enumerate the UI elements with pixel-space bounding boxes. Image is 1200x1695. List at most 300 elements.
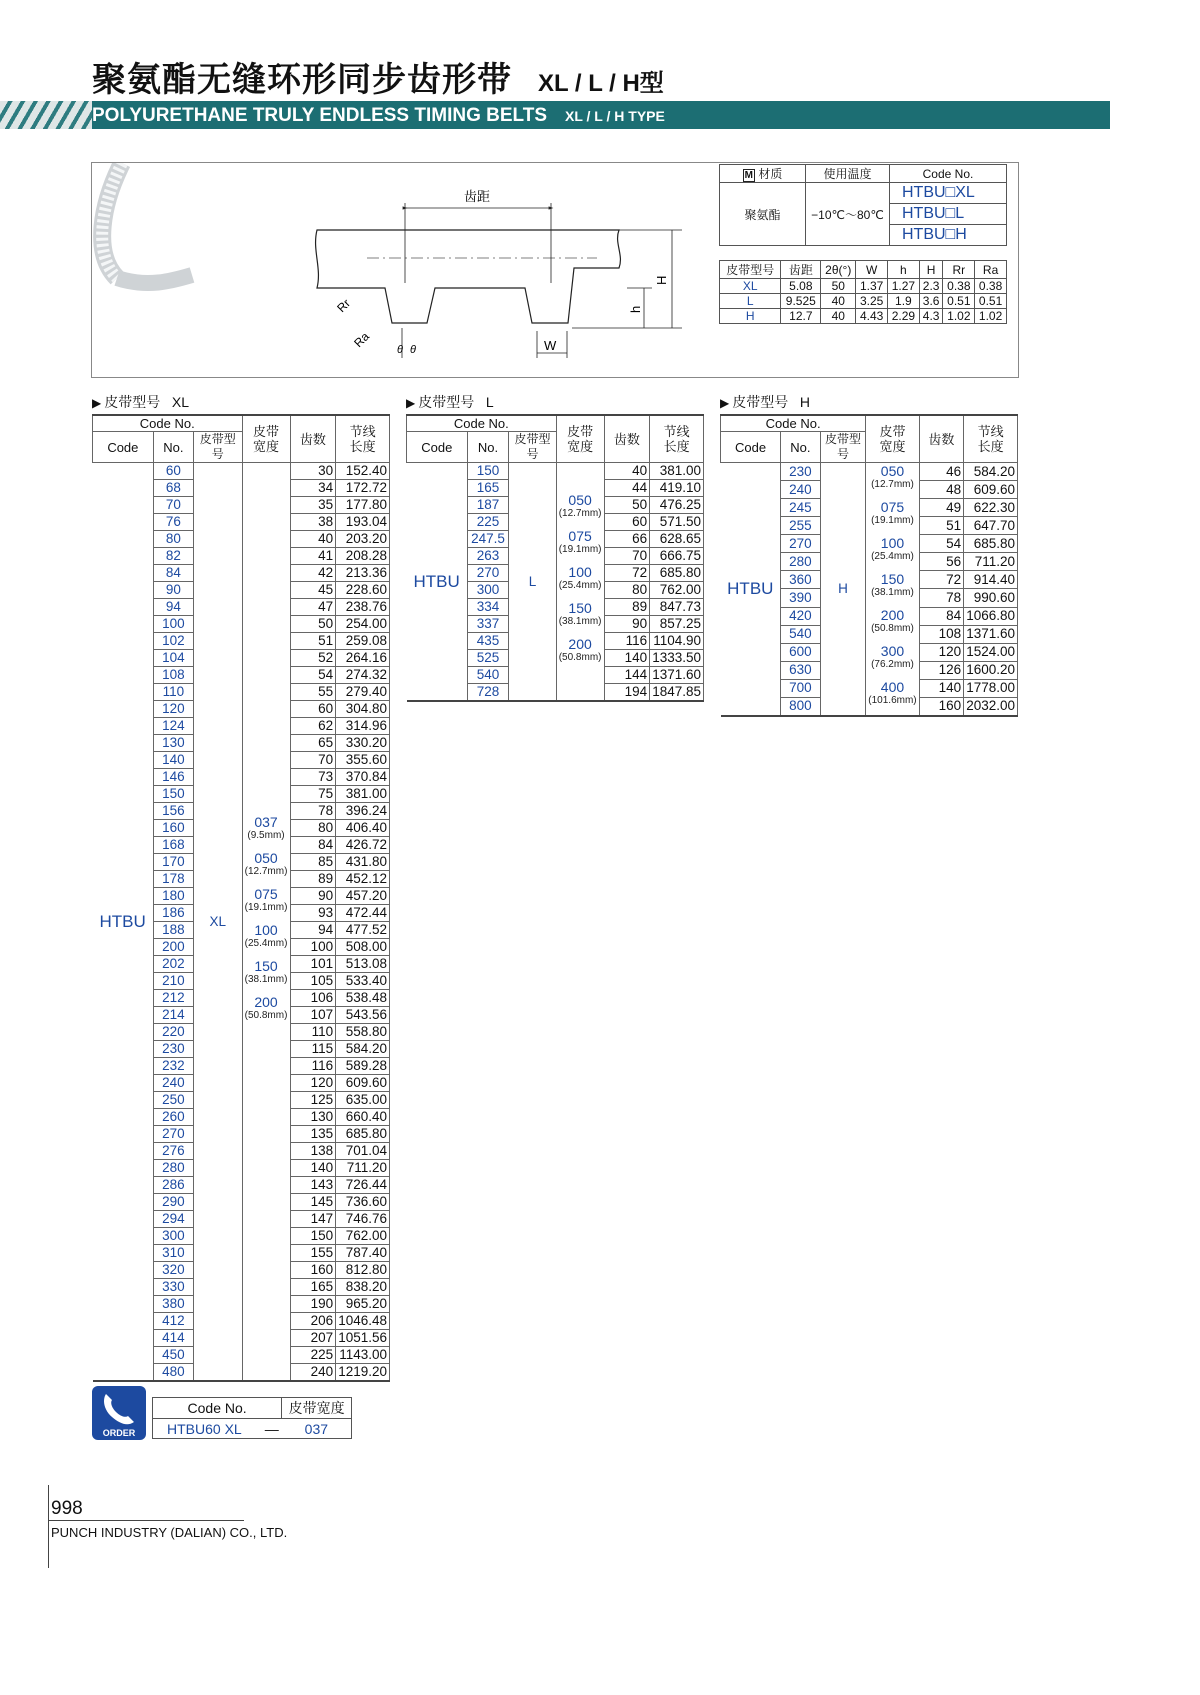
length-cell: 558.80: [336, 1024, 390, 1041]
dim-header-0: 皮带型号: [720, 261, 781, 279]
length-cell: 1600.20: [964, 661, 1018, 679]
dim-cell: 1.37: [856, 279, 888, 294]
width-mm: (50.8mm): [558, 651, 602, 663]
teeth-cell: 93: [290, 905, 336, 922]
length-cell: 396.24: [336, 803, 390, 820]
dim-cell: 9.525: [781, 294, 821, 309]
length-cell: 381.00: [336, 786, 390, 803]
no-cell: 68: [153, 480, 193, 497]
teeth-cell: 160: [290, 1262, 336, 1279]
teeth-cell: 135: [290, 1126, 336, 1143]
width-value: 075: [568, 527, 592, 544]
teeth-cell: 48: [919, 481, 964, 499]
temp-header: 使用温度: [806, 165, 890, 183]
length-cell: 208.28: [336, 548, 390, 565]
dim-cell: 3.6: [919, 294, 943, 309]
dim-header-6: Rr: [943, 261, 975, 279]
length-cell: 203.20: [336, 531, 390, 548]
width-value: 100: [880, 535, 905, 551]
width-value: 300: [880, 643, 905, 659]
type-header: 皮带型号: [194, 432, 243, 463]
length-cell: 238.76: [336, 599, 390, 616]
dim-cell: 1.9: [888, 294, 920, 309]
no-cell: 146: [153, 769, 193, 786]
dim-cell: 40: [821, 294, 856, 309]
width-value: 150: [254, 957, 278, 974]
teeth-cell: 108: [919, 625, 964, 643]
type-header: 皮带型号: [820, 432, 866, 463]
teeth-cell: 51: [919, 517, 964, 535]
length-cell: 254.00: [336, 616, 390, 633]
order-dash: —: [262, 1419, 282, 1439]
banner-stripes: [0, 101, 92, 129]
width-value: 200: [880, 607, 905, 623]
teeth-cell: 138: [290, 1143, 336, 1160]
width-value: 150: [880, 571, 905, 587]
material-icon: M: [744, 170, 753, 181]
no-cell: 84: [153, 565, 193, 582]
code-header: Code: [721, 432, 781, 463]
no-cell: 210: [153, 973, 193, 990]
teeth-cell: 240: [290, 1364, 336, 1382]
length-cell: 213.36: [336, 565, 390, 582]
no-cell: 300: [467, 582, 509, 599]
code-header: Code: [407, 432, 468, 463]
teeth-header: 齿数: [919, 415, 964, 463]
length-cell: 589.28: [336, 1058, 390, 1075]
teeth-cell: 100: [290, 939, 336, 956]
teeth-cell: 78: [919, 589, 964, 607]
Ra-label: Ra: [351, 329, 372, 351]
width-value: 050: [880, 463, 905, 479]
teeth-cell: 44: [604, 480, 650, 497]
no-cell: 247.5: [467, 531, 509, 548]
length-cell: 431.80: [336, 854, 390, 871]
teeth-cell: 66: [604, 531, 650, 548]
length-cell: 701.04: [336, 1143, 390, 1160]
length-cell: 584.20: [336, 1041, 390, 1058]
dim-cell: 4.3: [919, 309, 943, 324]
no-cell: 286: [153, 1177, 193, 1194]
material-table: [719, 164, 1007, 246]
length-cell: 152.40: [336, 463, 390, 480]
teeth-cell: 72: [604, 565, 650, 582]
teeth-cell: 54: [919, 535, 964, 553]
teeth-cell: 73: [290, 769, 336, 786]
teeth-cell: 140: [604, 650, 650, 667]
width-header: 皮带 宽度: [556, 415, 604, 463]
teeth-cell: 147: [290, 1211, 336, 1228]
type-header: 皮带型号: [509, 432, 556, 463]
teeth-cell: 120: [919, 643, 964, 661]
no-cell: 290: [153, 1194, 193, 1211]
teeth-cell: 90: [290, 888, 336, 905]
no-cell: 276: [153, 1143, 193, 1160]
teeth-cell: 160: [919, 697, 964, 716]
no-cell: 360: [781, 571, 821, 589]
length-cell: 330.20: [336, 735, 390, 752]
teeth-cell: 101: [290, 956, 336, 973]
no-cell: 150: [153, 786, 193, 803]
length-cell: 477.52: [336, 922, 390, 939]
code-no-header: Code No.: [407, 415, 557, 432]
code-no-header: Code No.: [93, 415, 243, 432]
no-header: No.: [781, 432, 821, 463]
order-example-table: [152, 1397, 352, 1439]
code-no-header: Code No.: [721, 415, 866, 432]
xl-belt-table: [92, 414, 390, 1382]
teeth-cell: 105: [290, 973, 336, 990]
teeth-cell: 50: [604, 497, 650, 514]
teeth-cell: 55: [290, 684, 336, 701]
no-cell: 700: [781, 679, 821, 697]
no-cell: 270: [467, 565, 509, 582]
W-label: W: [544, 338, 557, 353]
triangle-icon: ▶: [92, 396, 102, 410]
dim-cell: 40: [821, 309, 856, 324]
dim-row: [720, 309, 1007, 324]
width-mm: (25.4mm): [558, 579, 602, 591]
order-code-header: Code No.: [153, 1398, 282, 1419]
width-cell: [242, 463, 290, 1382]
no-cell: 800: [781, 697, 821, 716]
dim-cell: 4.43: [856, 309, 888, 324]
length-cell: 666.75: [650, 548, 704, 565]
no-cell: 165: [467, 480, 509, 497]
figure-box: [91, 162, 1019, 378]
no-cell: 94: [153, 599, 193, 616]
teeth-cell: 190: [290, 1296, 336, 1313]
teeth-cell: 38: [290, 514, 336, 531]
company-name: PUNCH INDUSTRY (DALIAN) CO., LTD.: [51, 1525, 288, 1540]
no-cell: 630: [781, 661, 821, 679]
length-cell: 584.20: [964, 463, 1018, 481]
length-cell: 355.60: [336, 752, 390, 769]
no-cell: 60: [153, 463, 193, 480]
length-cell: 812.80: [336, 1262, 390, 1279]
page-title-suffix: XL / L / H型: [538, 70, 664, 97]
no-cell: 310: [153, 1245, 193, 1262]
teeth-cell: 90: [604, 616, 650, 633]
length-cell: 1104.90: [650, 633, 704, 650]
footer-rule: [48, 1520, 244, 1521]
teeth-cell: 116: [290, 1058, 336, 1075]
table-row: [721, 463, 1018, 481]
width-mm: (101.6mm): [868, 695, 917, 706]
teeth-cell: 140: [919, 679, 964, 697]
no-cell: 108: [153, 667, 193, 684]
no-cell: 320: [153, 1262, 193, 1279]
no-cell: 337: [467, 616, 509, 633]
teeth-cell: 41: [290, 548, 336, 565]
order-icon: [92, 1386, 146, 1440]
length-cell: 193.04: [336, 514, 390, 531]
dim-cell: 5.08: [781, 279, 821, 294]
dim-header-1: 齿距: [781, 261, 821, 279]
theta-right-label: θ: [410, 344, 416, 356]
teeth-cell: 42: [290, 565, 336, 582]
no-cell: 202: [153, 956, 193, 973]
no-cell: 540: [781, 625, 821, 643]
teeth-cell: 125: [290, 1092, 336, 1109]
teeth-cell: 107: [290, 1007, 336, 1024]
length-cell: 533.40: [336, 973, 390, 990]
length-cell: 259.08: [336, 633, 390, 650]
teeth-cell: 106: [290, 990, 336, 1007]
length-cell: 381.00: [650, 463, 704, 480]
no-cell: 110: [153, 684, 193, 701]
type-cell: H: [820, 463, 866, 717]
teeth-cell: 78: [290, 803, 336, 820]
length-cell: 965.20: [336, 1296, 390, 1313]
length-cell: 419.10: [650, 480, 704, 497]
dim-row: [720, 279, 1007, 294]
teeth-cell: 60: [290, 701, 336, 718]
width-header: 皮带 宽度: [242, 415, 290, 463]
teeth-cell: 206: [290, 1313, 336, 1330]
teeth-cell: 225: [290, 1347, 336, 1364]
no-cell: 380: [153, 1296, 193, 1313]
width-mm: (38.1mm): [244, 973, 288, 985]
no-cell: 104: [153, 650, 193, 667]
length-cell: 1051.56: [336, 1330, 390, 1347]
page-number: 998: [51, 1498, 83, 1519]
dim-header-5: H: [919, 261, 943, 279]
width-value: 050: [568, 491, 592, 508]
length-cell: 838.20: [336, 1279, 390, 1296]
width-value: 100: [254, 921, 278, 938]
width-value: 075: [880, 499, 905, 515]
teeth-cell: 130: [290, 1109, 336, 1126]
page-title: 聚氨酯无缝环形同步齿形带 XL / L / H型: [92, 61, 664, 99]
teeth-cell: 56: [919, 553, 964, 571]
no-cell: 280: [153, 1160, 193, 1177]
length-cell: 406.40: [336, 820, 390, 837]
length-cell: 457.20: [336, 888, 390, 905]
material-header: M 材质: [720, 165, 806, 183]
teeth-cell: 34: [290, 480, 336, 497]
no-cell: 450: [153, 1347, 193, 1364]
no-cell: 330: [153, 1279, 193, 1296]
no-cell: 212: [153, 990, 193, 1007]
length-cell: 1371.60: [650, 667, 704, 684]
no-cell: 180: [153, 888, 193, 905]
page-subtitle-suffix: XL / L / H TYPE: [565, 108, 665, 124]
no-cell: 420: [781, 607, 821, 625]
teeth-header: 齿数: [290, 415, 336, 463]
code-cell: HTBU: [407, 463, 468, 702]
no-cell: 70: [153, 497, 193, 514]
no-cell: 240: [153, 1075, 193, 1092]
length-cell: 1219.20: [336, 1364, 390, 1382]
length-cell: 857.25: [650, 616, 704, 633]
length-cell: 660.40: [336, 1109, 390, 1126]
width-value: 200: [568, 635, 592, 652]
length-cell: 711.20: [964, 553, 1018, 571]
no-cell: 250: [153, 1092, 193, 1109]
Rr-label: Rr: [334, 296, 354, 316]
no-cell: 140: [153, 752, 193, 769]
width-cell: [556, 463, 604, 702]
length-cell: 1371.60: [964, 625, 1018, 643]
dim-cell: 1.02: [943, 309, 975, 324]
teeth-cell: 115: [290, 1041, 336, 1058]
no-cell: 600: [781, 643, 821, 661]
length-cell: 543.56: [336, 1007, 390, 1024]
triangle-icon: ▶: [720, 396, 730, 410]
dim-row: [720, 294, 1007, 309]
teeth-cell: 89: [290, 871, 336, 888]
no-cell: 270: [781, 535, 821, 553]
no-cell: 300: [153, 1228, 193, 1245]
teeth-cell: 70: [604, 548, 650, 565]
width-mm: (25.4mm): [244, 937, 288, 949]
no-cell: 82: [153, 548, 193, 565]
length-cell: 990.60: [964, 589, 1018, 607]
teeth-cell: 80: [604, 582, 650, 599]
dim-cell: 1.02: [975, 309, 1007, 324]
teeth-cell: 165: [290, 1279, 336, 1296]
code-header: Code: [93, 432, 154, 463]
table-row: [407, 463, 704, 480]
no-cell: 525: [467, 650, 509, 667]
code-h: HTBU□H: [890, 225, 1007, 246]
length-cell: 685.80: [964, 535, 1018, 553]
belt-photo: [102, 163, 192, 283]
length-cell: 304.80: [336, 701, 390, 718]
width-mm: (19.1mm): [558, 543, 602, 555]
length-cell: 1524.00: [964, 643, 1018, 661]
teeth-cell: 85: [290, 854, 336, 871]
dim-cell: 0.51: [975, 294, 1007, 309]
no-cell: 728: [467, 684, 509, 702]
length-cell: 1143.00: [336, 1347, 390, 1364]
l-belt-table: [406, 414, 704, 702]
triangle-icon: ▶: [406, 396, 416, 410]
code-header: Code No.: [890, 165, 1007, 183]
length-cell: 1046.48: [336, 1313, 390, 1330]
length-cell: 538.48: [336, 990, 390, 1007]
length-cell: 571.50: [650, 514, 704, 531]
length-cell: 622.30: [964, 499, 1018, 517]
teeth-cell: 140: [290, 1160, 336, 1177]
length-cell: 370.84: [336, 769, 390, 786]
length-cell: 762.00: [336, 1228, 390, 1245]
order-icon-label: ORDER: [102, 1428, 136, 1438]
teeth-cell: 89: [604, 599, 650, 616]
width-value: 050: [254, 849, 278, 866]
length-cell: 314.96: [336, 718, 390, 735]
no-cell: 230: [153, 1041, 193, 1058]
width-mm: (38.1mm): [558, 615, 602, 627]
length-cell: 1778.00: [964, 679, 1018, 697]
length-cell: 746.76: [336, 1211, 390, 1228]
width-mm: (19.1mm): [871, 515, 914, 526]
teeth-cell: 75: [290, 786, 336, 803]
length-cell: 635.00: [336, 1092, 390, 1109]
teeth-cell: 52: [290, 650, 336, 667]
length-cell: 513.08: [336, 956, 390, 973]
no-cell: 220: [153, 1024, 193, 1041]
width-value: 037: [254, 813, 278, 830]
no-cell: 255: [781, 517, 821, 535]
length-cell: 279.40: [336, 684, 390, 701]
length-cell: 711.20: [336, 1160, 390, 1177]
teeth-cell: 110: [290, 1024, 336, 1041]
teeth-cell: 47: [290, 599, 336, 616]
length-cell: 1066.80: [964, 607, 1018, 625]
no-cell: 100: [153, 616, 193, 633]
width-cell: [866, 463, 919, 717]
width-mm: (76.2mm): [871, 659, 914, 670]
width-value: 075: [254, 885, 278, 902]
code-xl: HTBU□XL: [890, 183, 1007, 204]
no-cell: 156: [153, 803, 193, 820]
no-cell: 130: [153, 735, 193, 752]
no-cell: 170: [153, 854, 193, 871]
no-cell: 90: [153, 582, 193, 599]
footer-divider: [48, 1485, 49, 1568]
width-mm: (38.1mm): [871, 587, 914, 598]
width-value: 150: [568, 599, 592, 616]
teeth-cell: 145: [290, 1194, 336, 1211]
no-cell: 540: [467, 667, 509, 684]
dim-cell: 2.29: [888, 309, 920, 324]
no-cell: 240: [781, 481, 821, 499]
length-cell: 177.80: [336, 497, 390, 514]
section-title-l: ▶ 皮带型号 L: [406, 394, 494, 410]
dim-cell: L: [720, 294, 781, 309]
length-cell: 274.32: [336, 667, 390, 684]
teeth-cell: 94: [290, 922, 336, 939]
section-title-h: ▶ 皮带型号 H: [720, 394, 811, 410]
teeth-cell: 80: [290, 820, 336, 837]
dim-cell: 0.38: [975, 279, 1007, 294]
width-mm: (12.7mm): [871, 479, 914, 490]
order-width-header: 皮带宽度: [282, 1398, 352, 1419]
teeth-cell: 207: [290, 1330, 336, 1347]
teeth-cell: 194: [604, 684, 650, 702]
no-cell: 260: [153, 1109, 193, 1126]
length-cell: 685.80: [650, 565, 704, 582]
width-mm: (19.1mm): [244, 901, 288, 913]
no-cell: 188: [153, 922, 193, 939]
length-cell: 787.40: [336, 1245, 390, 1262]
length-cell: 1333.50: [650, 650, 704, 667]
teeth-cell: 45: [290, 582, 336, 599]
no-cell: 186: [153, 905, 193, 922]
teeth-cell: 70: [290, 752, 336, 769]
teeth-cell: 30: [290, 463, 336, 480]
teeth-cell: 150: [290, 1228, 336, 1245]
no-cell: 435: [467, 633, 509, 650]
section-title-xl: ▶ 皮带型号 XL: [92, 394, 190, 410]
length-cell: 508.00: [336, 939, 390, 956]
no-cell: 334: [467, 599, 509, 616]
no-cell: 232: [153, 1058, 193, 1075]
no-cell: 412: [153, 1313, 193, 1330]
length-header: 节线 长度: [964, 415, 1018, 463]
teeth-cell: 72: [919, 571, 964, 589]
order-code-value: HTBU60 XL: [153, 1419, 262, 1439]
type-cell: XL: [194, 463, 243, 1382]
h-belt-table: [720, 414, 1018, 717]
no-cell: 200: [153, 939, 193, 956]
code-cell: HTBU: [93, 463, 154, 1382]
dim-cell: 50: [821, 279, 856, 294]
length-cell: 914.40: [964, 571, 1018, 589]
no-cell: 270: [153, 1126, 193, 1143]
